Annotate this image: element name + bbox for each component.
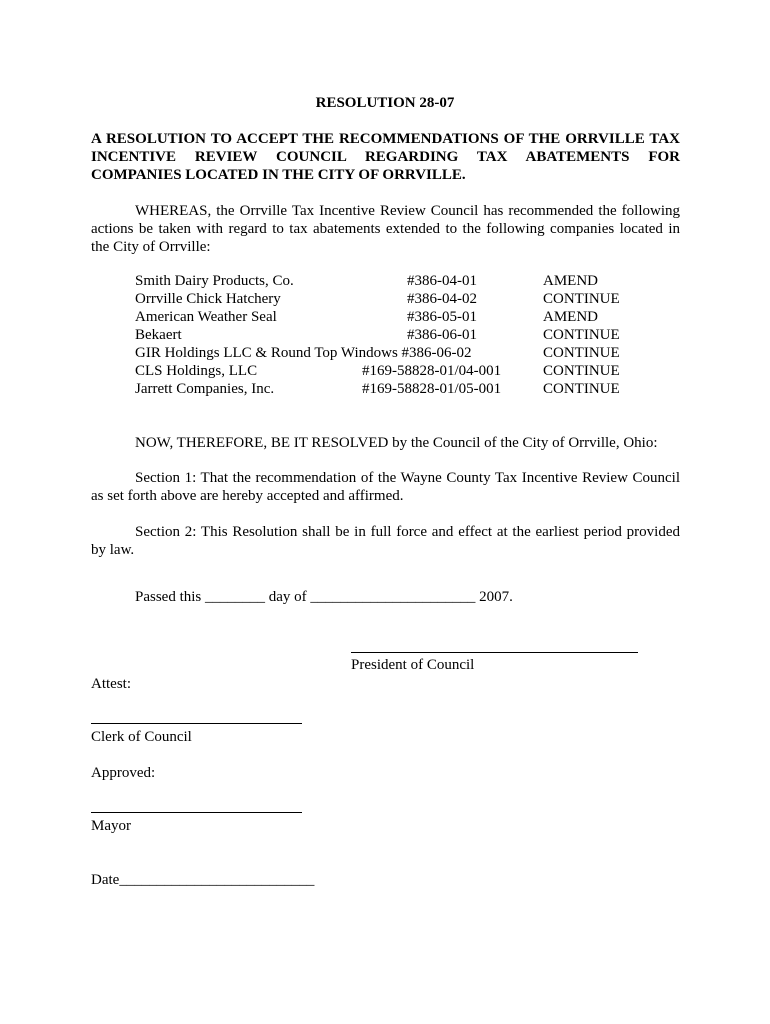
mayor-label: Mayor <box>91 818 131 834</box>
section-1-line-2: as set forth above are hereby accepted and affirmed. <box>91 488 404 504</box>
resolution-title: RESOLUTION 28-07 <box>315 95 455 111</box>
company-number: #386-05-01 <box>407 309 477 325</box>
company-action: CONTINUE <box>543 363 620 379</box>
whereas-line-3: the City of Orrville: <box>91 239 211 255</box>
date-field[interactable]: Date__________________________ <box>91 872 315 888</box>
company-number: #386-06-01 <box>407 327 477 343</box>
company-number: #169-58828-01/05-001 <box>362 381 502 397</box>
section-2 <box>91 523 680 559</box>
heading-line-1: A RESOLUTION TO ACCEPT THE RECOMMENDATIONS OF THE ORRVILLE TAX <box>91 131 680 147</box>
attest-label: Attest: <box>91 676 131 692</box>
company-action: CONTINUE <box>543 291 620 307</box>
company-name: Orrville Chick Hatchery <box>135 291 281 307</box>
section-1-line-1: Section 1: That the recommendation of the Wayne County Tax Incentive Review Council <box>135 470 680 486</box>
company-number: #169-58828-01/04-001 <box>362 363 502 379</box>
section-1 <box>91 469 680 505</box>
approved-label: Approved: <box>91 765 156 781</box>
heading-line-3: COMPANIES LOCATED IN THE CITY OF ORRVILLE. <box>91 167 466 183</box>
clerk-signature-line[interactable] <box>91 723 302 724</box>
company-name: Jarrett Companies, Inc. <box>135 381 275 397</box>
company-name: GIR Holdings LLC & Round Top Windows #386-06-02 <box>135 345 472 361</box>
company-action: CONTINUE <box>543 381 620 397</box>
company-number: #386-04-01 <box>407 273 477 289</box>
company-name: American Weather Seal <box>135 309 277 325</box>
clerk-label: Clerk of Council <box>91 729 192 745</box>
company-action: CONTINUE <box>543 345 620 361</box>
whereas-paragraph <box>91 202 680 256</box>
company-action: CONTINUE <box>543 327 620 343</box>
now-therefore-clause: NOW, THEREFORE, BE IT RESOLVED by the Council of the City of Orrville, Ohio: <box>135 435 658 451</box>
whereas-line-1: WHEREAS, the Orrville Tax Incentive Review Council has recommended the following <box>135 203 680 219</box>
resolution-heading <box>91 130 680 184</box>
president-label: President of Council <box>351 657 475 673</box>
whereas-line-2: actions be taken with regard to tax abatements extended to the following companies located in <box>91 221 680 237</box>
company-name: Smith Dairy Products, Co. <box>135 273 294 289</box>
section-2-line-1: Section 2: This Resolution shall be in full force and effect at the earliest period provided <box>135 524 680 540</box>
company-name: CLS Holdings, LLC <box>135 363 258 379</box>
passed-line: Passed this ________ day of ______________________ 2007. <box>135 589 513 605</box>
company-name: Bekaert <box>135 327 182 343</box>
company-action: AMEND <box>543 309 598 325</box>
section-2-line-2: by law. <box>91 542 135 558</box>
heading-line-2: INCENTIVE REVIEW COUNCIL REGARDING TAX ABATEMENTS FOR <box>91 149 680 165</box>
mayor-signature-line[interactable] <box>91 812 302 813</box>
company-number: #386-04-02 <box>407 291 477 307</box>
company-action: AMEND <box>543 273 598 289</box>
president-signature-line[interactable] <box>351 652 638 653</box>
